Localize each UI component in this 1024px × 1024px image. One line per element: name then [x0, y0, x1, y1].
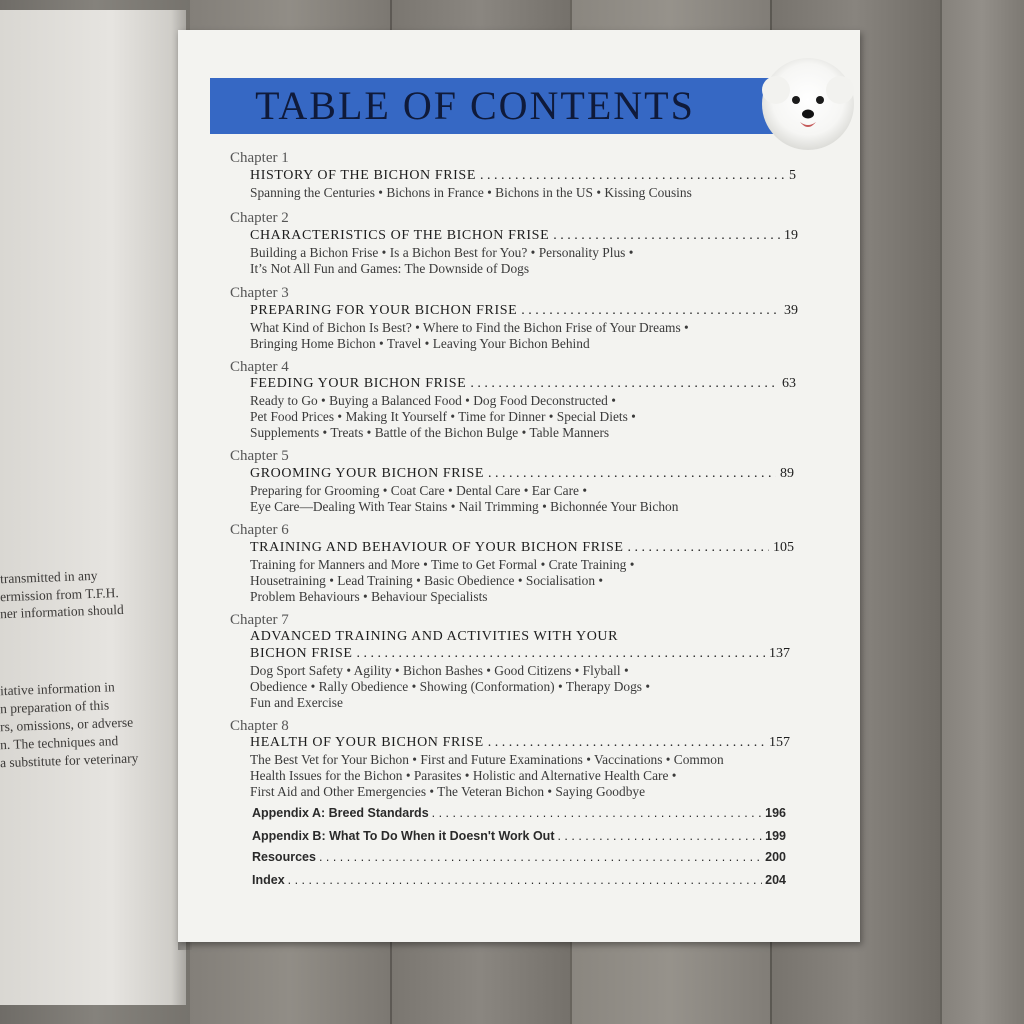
chapter-page-number: 39	[784, 303, 798, 318]
chapter-topics: Obedience • Rally Obedience • Showing (Conformation) • Therapy Dogs •	[250, 679, 651, 694]
chapter-title: CHARACTERISTICS OF THE BICHON FRISE	[250, 228, 550, 243]
chapter-label: Chapter 5	[230, 448, 289, 464]
appendix-title: Appendix B: What To Do When it Doesn't Work Out	[252, 829, 555, 843]
resources-page-number: 200	[765, 850, 786, 864]
chapter-label: Chapter 4	[230, 359, 289, 375]
appendix-entry[interactable]	[252, 829, 786, 843]
left-book-page	[0, 10, 186, 1005]
appendix-title: Appendix A: Breed Standards	[252, 806, 429, 820]
chapter-topics: First Aid and Other Emergencies • The Veteran Bichon • Saying Goodbye	[250, 784, 646, 799]
left-page-text-line: n preparation of this	[0, 697, 110, 717]
chapter-label: Chapter 2	[230, 210, 289, 226]
chapter-page-number: 63	[782, 376, 796, 391]
dot-leader	[521, 303, 780, 319]
chapter-page-number: 5	[789, 168, 796, 183]
resources-title: Resources	[252, 850, 316, 864]
chapter-title: ADVANCED TRAINING AND ACTIVITIES WITH YOUR	[250, 629, 619, 644]
index-page-number: 204	[765, 873, 786, 887]
chapter-title: HISTORY OF THE BICHON FRISE	[250, 168, 476, 183]
chapter-label: Chapter 3	[230, 285, 289, 301]
chapter-title: GROOMING YOUR BICHON FRISE	[250, 466, 485, 481]
chapter-topics: It’s Not All Fun and Games: The Downside of Dogs	[250, 261, 530, 276]
chapter-topics: Health Issues for the Bichon • Parasites • Holistic and Alternative Health Care •	[250, 768, 677, 783]
chapter-page-number: 19	[784, 228, 798, 243]
chapter-title: PREPARING FOR YOUR BICHON FRISE	[250, 303, 518, 318]
chapter-entry[interactable]	[250, 646, 790, 662]
resources-entry[interactable]	[252, 850, 786, 864]
chapter-topics: Training for Manners and More • Time to Get Formal • Crate Training •	[250, 557, 635, 572]
chapter-page-number: 137	[769, 646, 790, 661]
chapter-topics: Preparing for Grooming • Coat Care • Dental Care • Ear Care •	[250, 483, 588, 498]
chapter-page-number: 89	[780, 466, 794, 481]
left-page-text-line: transmitted in any	[0, 567, 98, 587]
dot-leader	[488, 466, 776, 482]
chapter-entry[interactable]	[250, 228, 798, 244]
chapter-topics: Ready to Go • Buying a Balanced Food • Dog Food Deconstructed •	[250, 393, 616, 408]
chapter-page-number: 157	[769, 735, 790, 750]
chapter-title: HEALTH OF YOUR BICHON FRISE	[250, 735, 484, 750]
chapter-label: Chapter 6	[230, 522, 289, 538]
chapter-topics: Pet Food Prices • Making It Yourself • Time for Dinner • Special Diets •	[250, 409, 636, 424]
chapter-topics: Problem Behaviours • Behaviour Specialists	[250, 589, 488, 604]
dot-leader	[432, 806, 762, 820]
chapter-entry[interactable]	[250, 735, 790, 751]
index-entry[interactable]	[252, 873, 786, 887]
chapter-label: Chapter 8	[230, 718, 289, 734]
dot-leader	[470, 376, 778, 392]
dot-leader	[319, 850, 762, 864]
left-page-text-line: rs, omissions, or adverse	[0, 714, 134, 735]
chapter-entry[interactable]	[250, 466, 794, 482]
dot-leader	[288, 873, 762, 887]
chapter-title-line-1	[250, 629, 670, 645]
dot-leader	[557, 829, 762, 843]
dot-leader	[480, 168, 785, 184]
dot-leader	[553, 228, 780, 244]
index-title: Index	[252, 873, 285, 887]
table-of-contents-page	[178, 30, 860, 942]
left-page-text-line: ermission from T.F.H.	[0, 585, 120, 605]
chapter-entry[interactable]	[250, 303, 798, 319]
left-page-text-line: n. The techniques and	[0, 733, 119, 753]
chapter-topics: What Kind of Bichon Is Best? • Where to Find the Bichon Frise of Your Dreams •	[250, 320, 689, 335]
left-page-text-line: a substitute for veterinary	[0, 750, 139, 771]
chapter-topics: The Best Vet for Your Bichon • First and Future Examinations • Vaccinations • Common	[250, 752, 724, 767]
chapter-topics: Fun and Exercise	[250, 695, 343, 710]
appendix-page-number: 199	[765, 829, 786, 843]
chapter-label: Chapter 1	[230, 150, 289, 166]
appendix-page-number: 196	[765, 806, 786, 820]
chapter-title: BICHON FRISE	[250, 646, 353, 661]
dot-leader	[488, 735, 765, 751]
chapter-entry[interactable]	[250, 376, 796, 392]
left-page-text-line: itative information in	[0, 679, 115, 699]
chapter-topics: Dog Sport Safety • Agility • Bichon Bashes • Good Citizens • Flyball •	[250, 663, 629, 678]
chapter-topics: Housetraining • Lead Training • Basic Obedience • Socialisation •	[250, 573, 604, 588]
dot-leader	[357, 646, 766, 662]
chapter-topics: Building a Bichon Frise • Is a Bichon Best for You? • Personality Plus •	[250, 245, 634, 260]
chapter-topics: Bringing Home Bichon • Travel • Leaving Your Bichon Behind	[250, 336, 590, 351]
chapter-label: Chapter 7	[230, 612, 289, 628]
chapter-title: FEEDING YOUR BICHON FRISE	[250, 376, 467, 391]
chapter-topics: Spanning the Centuries • Bichons in France • Bichons in the US • Kissing Cousins	[250, 185, 692, 200]
page-title: TABLE OF CONTENTS	[255, 83, 695, 128]
chapter-title: TRAINING AND BEHAVIOUR OF YOUR BICHON FRISE	[250, 540, 624, 555]
chapter-entry[interactable]	[250, 540, 794, 556]
toc-list	[178, 30, 860, 942]
chapter-topics: Supplements • Treats • Battle of the Bichon Bulge • Table Manners	[250, 425, 610, 440]
chapter-page-number: 105	[773, 540, 794, 555]
chapter-entry[interactable]	[250, 168, 796, 184]
appendix-entry[interactable]	[252, 806, 786, 820]
dot-leader	[628, 540, 770, 556]
left-page-text-line: ner information should	[0, 601, 124, 622]
chapter-topics: Eye Care—Dealing With Tear Stains • Nail Trimming • Bichonnée Your Bichon	[250, 499, 679, 514]
